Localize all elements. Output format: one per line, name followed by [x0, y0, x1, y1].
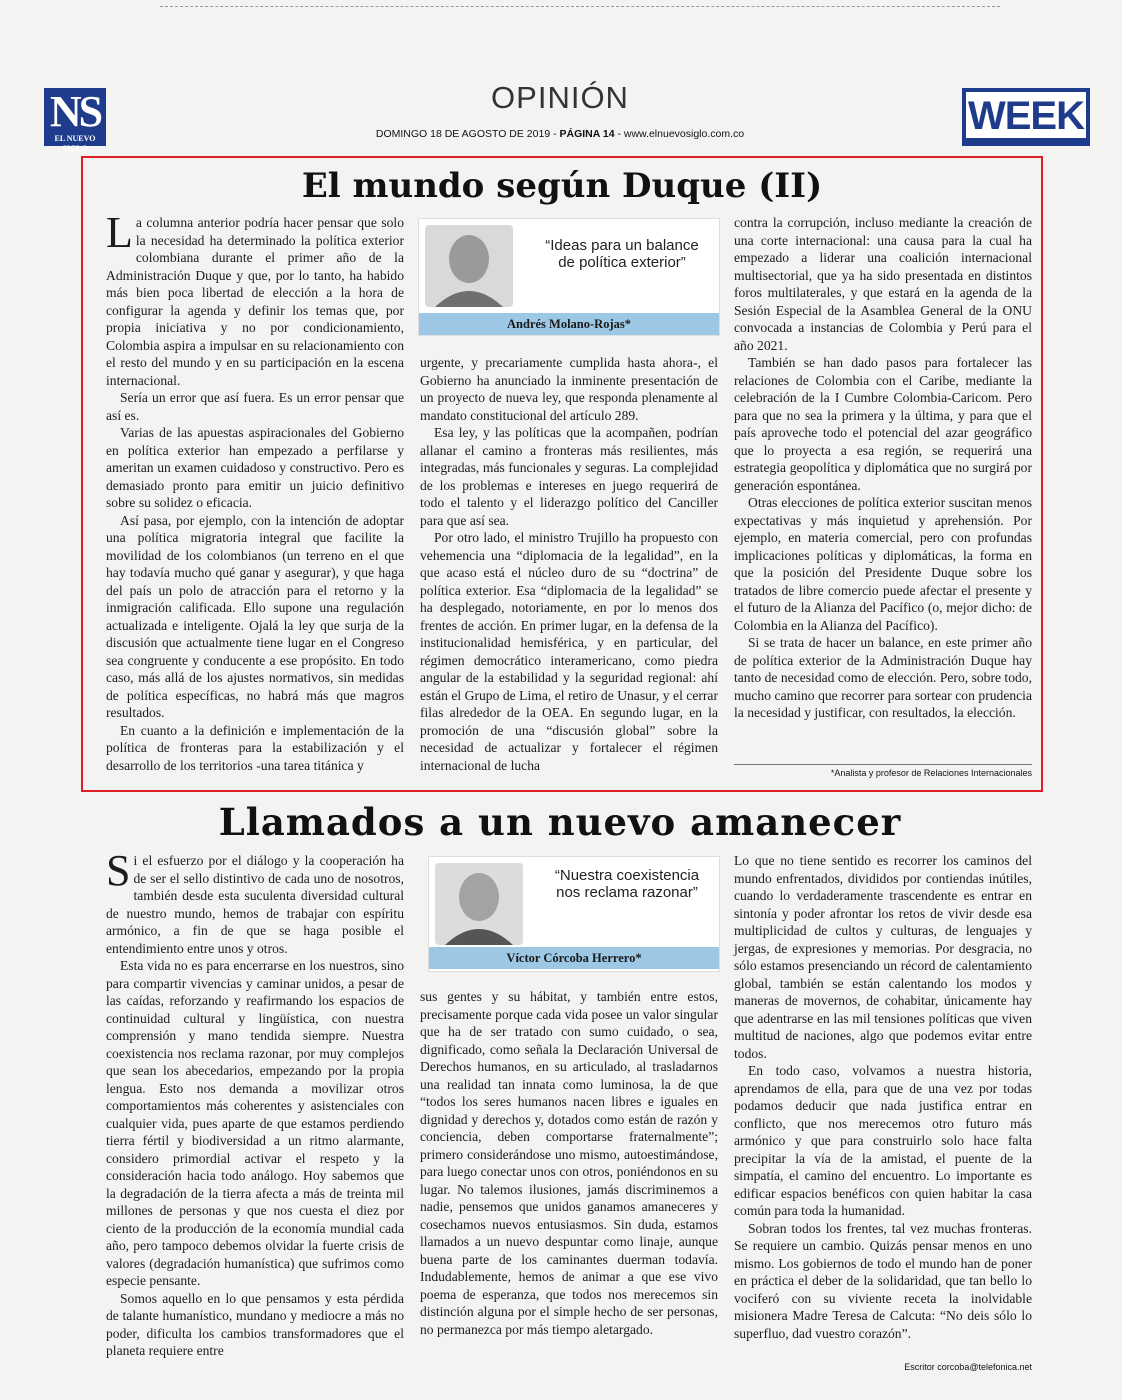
article1-author-card	[418, 218, 720, 336]
article2-column-1	[106, 846, 404, 1360]
article2-paragraph: Esta vida no es para encerrarse en los nuestros, sino para compartir vivencias y caminar unidos, a pesar de las caídas, reforzando y reafirmando los espacios de continuidad cultural y lingüística, con nuestra comprensión y mano tendida siempre. Nuestra coexistencia nos reclama razonar, por muy complejos que sean los abecedarios, empezando por la propia lengua. Esto nos demanda a movilizar otros comportamientos más coherentes y asistenciales con cualquier vida, pues aparte de que estamos perdiendo tierra fértil y biodiversidad a un ritmo alarmante, considero primordial activar el respeto y la consideración hacia todo análogo. Hoy sabemos que la degradación de la tierra afecta a más de treinta mil millones de personas y que nos cuesta el diez por ciento de la producción de la economía mundial cada año, pero tampoco debemos olvidar la fuerte crisis de valores (degradación humanística) que sufrimos como especie pensante.	[106, 958, 404, 1288]
article1-paragraph: contra la corrupción, incluso mediante la creación de una corte internacional: una causa para la cual ha empezado a liderar una coalición internacional multisectorial, que ya ha sido presentada en distintos foros multilaterales, y que estará en la agenda de la Sesión Especial de la Asamblea General de la ONU convocada a instancias de Colombia y Perú para el año 2021.	[734, 215, 1032, 353]
author-photo	[425, 225, 513, 307]
article1-column-1	[106, 208, 404, 774]
article1-pullquote: “Ideas para un balance de política exterior”	[545, 237, 699, 271]
el-nuevo-siglo-logo: NS EL NUEVO SIGLO	[44, 88, 106, 146]
article1-column-3	[734, 214, 1032, 722]
drop-cap: L	[106, 208, 133, 257]
article2-column-2	[420, 988, 718, 1338]
article1-paragraph: urgente, y precariamente cumplida hasta ahora-, el Gobierno ha anunciado la inminente presentación de un proyecto de nueva ley, que responda plenamente al mandato constitucional del artículo 289.	[420, 355, 718, 423]
article1-column-2	[420, 354, 718, 774]
article2-paragraph: Lo que no tiene sentido es recorrer los caminos del mundo enfrentados, divididos por contiendas inútiles, cuando lo verdaderamente trascendente es entrar en sintonía y poder afrontar los retos de vivir desde esa multiplicidad de cultos y culturas, de lenguajes y jergas, de expresiones y memorias. Por desgracia, no sólo estamos presenciando un récord de calentamiento global, también se están calentando los modos y maneras de movernos, de cohabitar, únicamente hay que adentrarse en las mil tensiones políticas que viven multitud de naciones, algo que podemos evitar entre todos.	[734, 853, 1032, 1061]
section-title: OPINIÓN	[491, 80, 629, 115]
article1-paragraph: Varias de las apuestas aspiracionales del Gobierno en política exterior han empezado a perfilarse y ameritan un examen cuidadoso y constructivo. Pero es demasiado pronto para emitir un juicio definitivo sobre su solidez o eficacia.	[106, 425, 404, 510]
top-rule	[160, 6, 1000, 7]
article1-paragraph: Esa ley, y las políticas que la acompañen, podrían allanar el camino a fronteras más resilientes, más integradas, más funcionales y seguras. La complejidad de los problemas e intereses en juego requerirá de todo el talento y el liderazgo político del Canciller para que así sea.	[420, 425, 718, 528]
article2-title: Llamados a un nuevo amanecer	[218, 800, 902, 844]
article2-paragraph: sus gentes y su hábitat, y también entre estos, precisamente porque cada vida posee un valor singular que ha de ser tratado con sumo cuidado, o sea, dignificado, como señala la Declaración Universal de Derechos humanos, en su articulado, al trasladarnos una realidad tan innata como luminosa, la de que “todos los seres humanos nacen libres e iguales en dignidad y derechos y, dotados como están de razón y conciencia, deben comportarse fraternalmente”; primero considerándose uno mismo, autoestimándose, para luego conectar unos con otros, poniéndonos en su lugar. No talemos ilusiones, jamás discriminemos a nadie, pensemos que unidos ganamos amaneceres y cosechamos nuevos entusiasmos. Sin duda, estamos llamados a un nuevo despuntar como linaje, aunque buena parte de los caminantes duerman todavía. Indudablemente, hemos de animar a que ese vivo poema de esperanza, que todos nos merecemos sin distinción alguna por el simple hecho de ser personas, no permanezca por más tiempo aletargado.	[420, 989, 718, 1337]
article2-paragraph: En todo caso, volvamos a nuestra historia, aprendamos de ella, para que de una vez por todas podamos deducir que nada justifica entrar en conflicto, que nos merecemos otro futuro más armónico y que para construirlo solo hace falta precipitar la vía de la amistad, el puente de la simpatía, el camino del encuentro. Lo importante es edificar espacios benéficos con quien habitar la casa común para toda la humanidad.	[734, 1063, 1032, 1218]
article2-author: Víctor Córcoba Herrero*	[429, 947, 719, 969]
drop-cap: S	[106, 846, 131, 895]
article2-footnote: Escritor corcoba@telefonica.net	[904, 1362, 1032, 1372]
article1-author: Andrés Molano-Rojas*	[419, 313, 719, 335]
article1-paragraph: Por otro lado, el ministro Trujillo ha propuesto con vehemencia una “diplomacia de la legalidad”, en la que acaso está el núcleo duro de su “doctrina” de política exterior. Esa “diplomacia de la legalidad” se ha desplegado, notoriamente, en por lo menos dos frentes de acción. En primer lugar, en la defensa de la institucionalidad hemisférica, y en particular, del régimen democrático interamericano, como piedra angular de la estabilidad y la seguridad regional: ahí están el Grupo de Lima, el retiro de Unasur, y el cerrar filas alrededor de la OEA. En segundo lugar, en la promoción de una “discusión global” sobre la necesidad de actualizar y fortalecer el régimen internacional de lucha	[420, 530, 718, 773]
article1-paragraph: Si se trata de hacer un balance, en este primer año de política exterior de la Administración Duque hay tanto de necesidad como de elección. Pero, sobre todo, mucho camino que recorrer para sortear con prudencia la necesidad y justificar, con resultados, la elección.	[734, 635, 1032, 720]
article1-paragraph: En cuanto a la definición e implementación de la política de fronteras para la estabilización y el desarrollo de los territorios -una tarea titánica y	[106, 722, 404, 773]
article2-author-card	[428, 856, 720, 972]
article2-column-3	[734, 852, 1032, 1342]
article2-paragraph: Somos aquello en lo que pensamos y esta pérdida de talante humanístico, mundano y mediocre a más no poder, dificulta los cambios transformadores que el planeta requiere entre	[106, 1290, 404, 1358]
article1-paragraph: También se han dado pasos para fortalecer las relaciones de Colombia con el Caribe, mediante la celebración de la I Cumbre Colombia-Caricom. Pero para que no sea la primera y la última, y para que el país aproveche todo el potencial del azar geográfico que lo proyecta a esa región, se requerirá una estrategia geopolítica y diplomática que no surgirá por generación espontánea.	[734, 355, 1032, 493]
article2-paragraph: Si el esfuerzo por el diálogo y la cooperación ha de ser el sello distintivo de cada uno de nosotros, también desde esta suculenta diversidad cultural de nuestro mundo, hemos de trabajar con espíritu armónico, a fin de que se haga posible el entendimiento entre unos y otros.	[106, 846, 404, 956]
author-photo	[435, 863, 523, 945]
article2-paragraph: Sobran todos los frentes, tal vez muchas fronteras. Se requiere un cambio. Quizás pensar menos en uno mismo. Los gobiernos de todo el mundo han de poner en práctica el deber de la solidaridad, que tan bello lo vociferó con su viviente receta la inolvidable misionera Madre Teresa de Calcuta: “No deis sólo lo superfluo, dad vuestro corazón”.	[734, 1220, 1032, 1341]
article1-footnote: *Analista y profesor de Relaciones Internacionales	[830, 768, 1032, 778]
article1-title: El mundo según Duque (II)	[301, 166, 823, 206]
footnote-rule	[734, 764, 1032, 765]
article2-pullquote: “Nuestra coexistencia nos reclama razonar”	[554, 867, 700, 901]
article1-paragraph: Así pasa, por ejemplo, con la intención de adoptar una política migratoria integral que facilite la movilidad de los colombianos (un terreno en el que hay todavía mucho qué ganar y asegurar), y que haga del país un polo de atracción para el retorno y la inmigración calificada. Ello supone una regulación actualizada e inteligente. Ojalá la ley que surja de la discusión que actualmente tiene lugar en el Congreso sea congruente y conducente a ese propósito. En todo caso, más allá de los ajustes normativos, sin medidas de política específicas, no habrá más que magros resultados.	[106, 512, 404, 720]
article1-paragraph: Sería un error que así fuera. Es un error pensar que así es.	[106, 390, 404, 423]
article1-paragraph: La columna anterior podría hacer pensar que solo la necesidad ha determinado la política exterior colombiana durante el primer año de la Administración Duque y que, por lo tanto, ha habido más bien poca libertad de elección a la hora de configurar la agenda y definir los temas que, por propia iniciativa y no por condicionamiento, Colombia aspira a impulsar en su relacionamiento con el resto del mundo y en su participación en la escena internacional.	[106, 208, 404, 388]
week-logo: WEEK	[962, 88, 1090, 146]
dateline: DOMINGO 18 DE AGOSTO DE 2019 - PÁGINA 14 - www.elnuevosiglo.com.co	[375, 128, 745, 140]
article1-paragraph: Otras elecciones de política exterior suscitan menos expectativas y más inquietud y aprehensión. Por ejemplo, en materia comercial, pero con profundas implicaciones políticas y diplomáticas, la forma en que la posición del Presidente Duque sobre los tratados de libre comercio puede afectar el presente y el futuro de la Alianza del Pacífico (o, mejor dicho: de Colombia en la Alianza del Pacífico).	[734, 495, 1032, 633]
